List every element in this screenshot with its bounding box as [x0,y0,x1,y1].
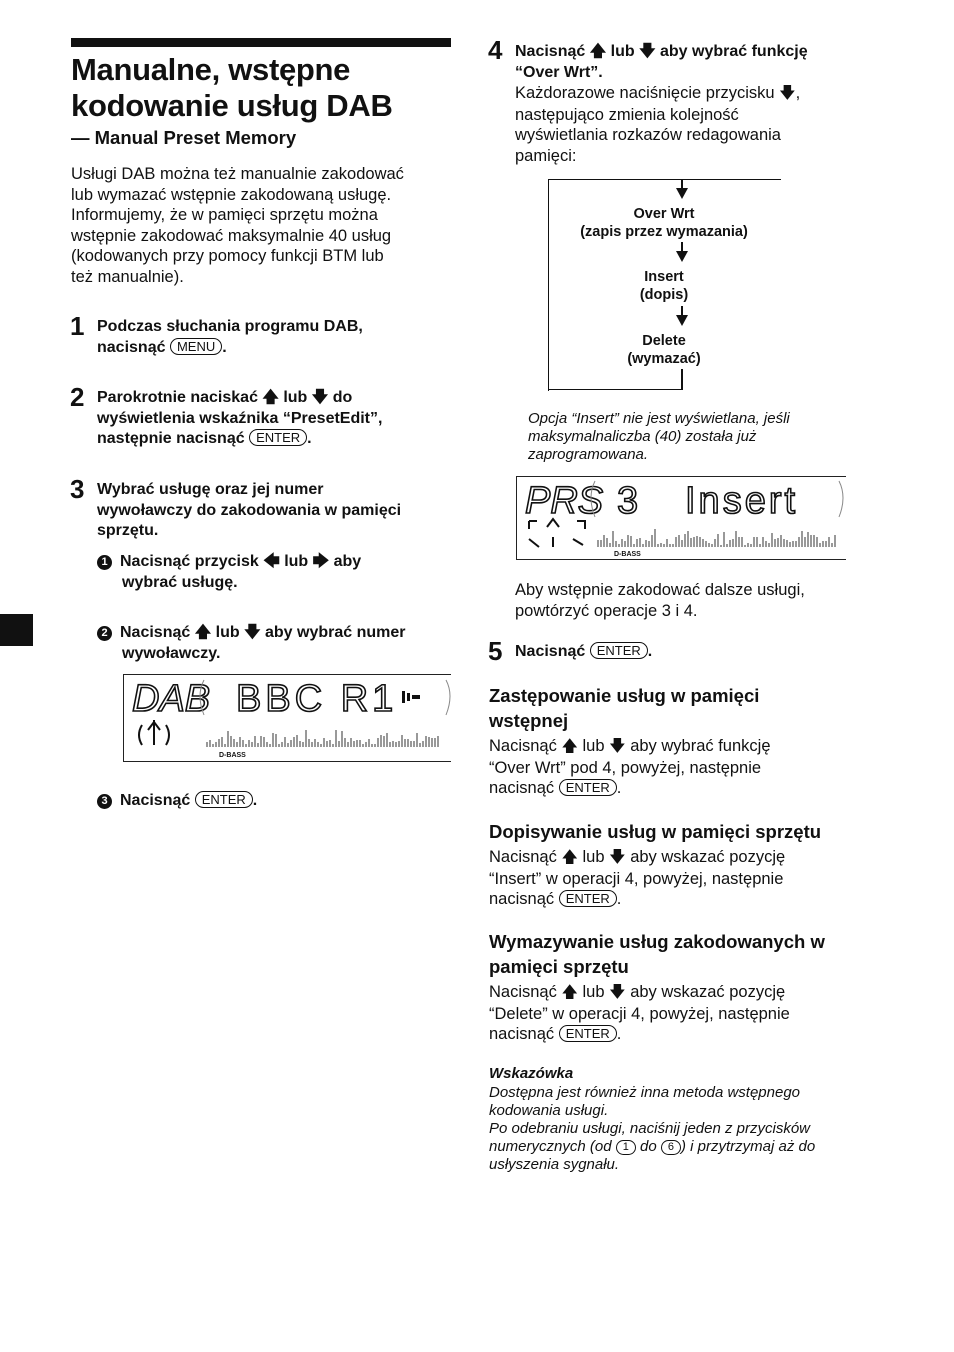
key-6: 6 [661,1140,681,1155]
step-3-sub1: 1 Nacisnąć przycisk 🡄 lub 🡆 aby wybrać usługę. [97,552,361,593]
tip-body: Dostępna jest również inna metoda wstępnego kodowania usługi. Po odebraniu usługi, naciśnij jeden z przycisków numerycznych (od 1 do 6 ) i przytrzymaj aż do usłyszenia sygnału. [489,1084,816,1173]
step-3-sub2: 2 Nacisnąć 🡅 lub 🡇 aby wybrać numer wywoławczy. [97,623,405,664]
title-rule [71,38,451,47]
step-4-number: 4 [488,35,503,65]
menu-key: MENU [170,338,222,355]
step-3-text: Wybrać usługę oraz jej numer wywoławczy do zakodowania w pamięci sprzętu. [97,481,402,539]
step-5-text: Nacisnąć ENTER . [515,643,653,660]
arrow-down-icon: 🡇 [609,984,626,1001]
step-2-text: Parokrotnie naciskać 🡅 lub 🡇 do wyświetlenia wskaźnika “PresetEdit”, następnie nacisnąć ENTER . [97,389,383,447]
arrow-up-icon: 🡅 [262,389,279,406]
enter-key: ENTER [559,890,617,907]
step-4-text: Nacisnąć 🡅 lub 🡇 aby wybrać funkcję “Over Wrt”. [515,43,808,81]
enter-key: ENTER [195,791,253,808]
lcd-prs-label: PRS [525,480,604,522]
arrow-up-icon: 🡅 [561,849,578,866]
enter-key: ENTER [590,642,648,659]
lcd-dab-label: DAB [132,678,211,720]
flow-item-insert: Insert (dopis) [639,269,689,303]
lcd-display-preset [516,476,846,560]
repeat-note: Aby wstępnie zakodować dalsze usługi, powtórzyć operacje 3 i 4. [515,581,805,620]
arrow-up-icon: 🡅 [561,984,578,1001]
sub-step-2-marker: 2 [97,626,112,641]
step-1-text: Podczas słuchania programu DAB, nacisnąć MENU . [97,318,363,356]
page-subtitle: — Manual Preset Memory [71,127,297,148]
dbass-indicator: D-BASS [614,551,641,558]
flow-item-over-wrt: Over Wrt (zapis przez wymazania) [580,206,748,240]
lcd-preset-number: 3 [617,480,639,522]
key-1: 1 [616,1140,636,1155]
arrow-down-icon: 🡇 [779,85,796,102]
arrow-down-icon [676,315,688,326]
arrow-down-icon: 🡇 [639,43,656,60]
tip-title: Wskazówka [489,1065,574,1082]
step-4-description: Każdorazowe naciśnięcie przycisku 🡇, następująco zmienia kolejność wyświetlania rozkazów redagowania pamięci: [515,84,801,165]
section-heading-insert: Dopisywanie usług w pamięci sprzętu [489,821,822,842]
arrow-down-icon [676,188,688,199]
lcd-display-dab [123,674,451,762]
step-3-number: 3 [70,474,85,504]
enter-key: ENTER [559,779,617,796]
section-body-delete: Nacisnąć 🡅 lub 🡇 aby wskazać pozycję “Delete” w operacji 4, powyżej, następnie nacisnąć ENTER . [489,983,790,1043]
arrow-down-icon: 🡇 [609,849,626,866]
intro-paragraph: Usługi DAB można też manualnie zakodować lub wymazać wstępnie zakodowaną usługę. Informujemy, że w pamięci sprzętu można wstępnie zakodować maksymalnie 40 usług (kodowanych przy pomocy funkcji BTM lub też manualnie). [71,165,404,286]
arrow-up-icon: 🡅 [589,43,607,60]
step-1-number: 1 [70,311,85,341]
section-heading-delete: Wymazywanie usług zakodowanych w pamięci sprzętu [489,931,825,977]
step-5-number: 5 [488,636,503,666]
equalizer-bars [597,529,836,547]
flow-item-delete: Delete (wymazać) [627,333,701,367]
arrow-left-icon: 🡄 [263,553,280,570]
lcd-station-name: BBC R1 [236,678,398,720]
page-title: Manualne, wstępne kodowanie usług DAB [71,52,393,123]
dbass-indicator: D-BASS [219,752,246,759]
arrow-right-icon: 🡆 [312,553,330,570]
enter-key: ENTER [249,429,307,446]
arrow-up-icon: 🡅 [194,624,212,641]
insert-note: Opcja “Insert” nie jest wyświetlana, jeśli maksymalnaliczba (40) została już zaprogramowana. [528,410,790,463]
sub-step-3-marker: 3 [97,794,112,809]
arrow-up-icon: 🡅 [561,738,578,755]
equalizer-bars [206,730,439,747]
signal-icon [402,691,420,703]
sub-step-1-marker: 1 [97,555,112,570]
section-body-insert: Nacisnąć 🡅 lub 🡇 aby wskazać pozycję “Insert” w operacji 4, powyżej, następnie nacisnąć ENTER . [489,848,786,908]
antenna-icon [139,720,169,745]
arrow-down-icon [676,251,688,262]
section-tab-marker [0,614,33,646]
step-3-sub3: 3 Nacisnąć ENTER . [97,791,257,812]
arrow-down-icon: 🡇 [609,738,626,755]
section-heading-replace: Zastępowanie usług w pamięci wstępnej [489,685,760,731]
antenna-icon [529,519,585,547]
step-2-number: 2 [70,382,85,412]
enter-key: ENTER [559,1025,617,1042]
lcd-mode-name: Insert [685,480,799,522]
arrow-down-icon: 🡇 [244,624,261,641]
arrow-down-icon: 🡇 [311,389,329,406]
section-body-replace: Nacisnąć 🡅 lub 🡇 aby wybrać funkcję “Over Wrt” pod 4, powyżej, następnie nacisnąć ENTER . [489,737,771,797]
